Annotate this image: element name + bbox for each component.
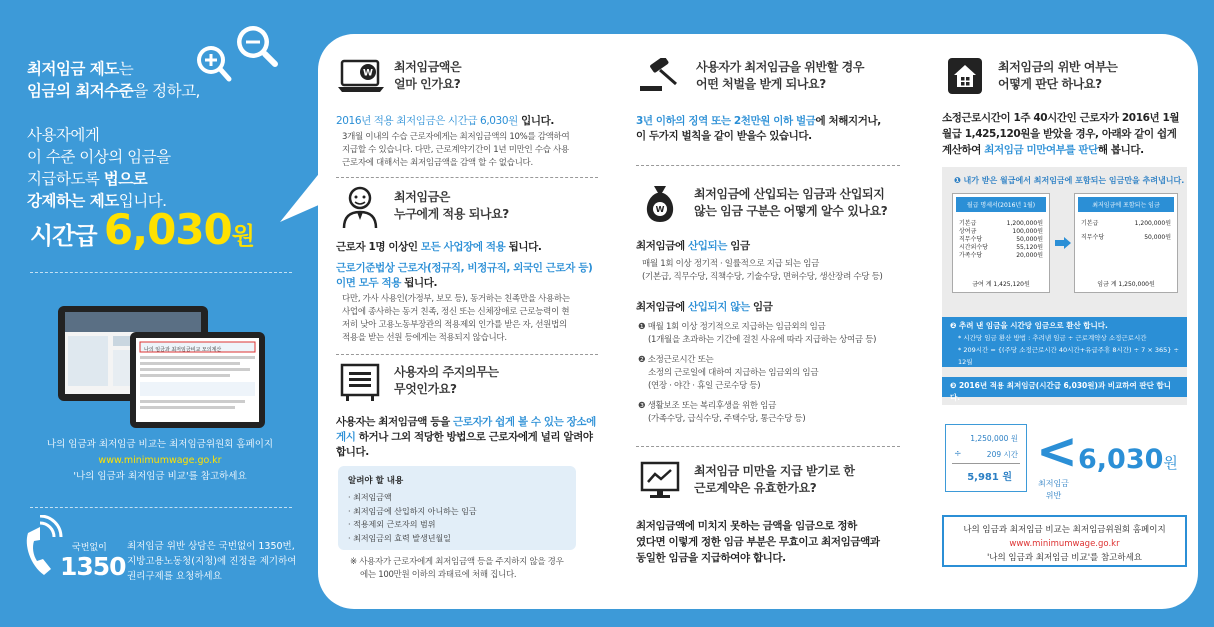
section-penalty: 사용자가 최저임금을 위반할 경우 어떤 처벌을 받게 되나요? bbox=[640, 58, 864, 94]
intro-text: 최저임금 제도는 임금의 최저수준을 정하고, 사용자에게 이 수준 이상의 임금을 지급하도록 법으로 강제하는 제도입니다. bbox=[27, 60, 200, 210]
list-item: · 최저임금액 bbox=[348, 493, 392, 502]
minimum-wage-value: 6,030원 bbox=[1078, 444, 1178, 475]
laptop-won-icon bbox=[338, 58, 384, 94]
money-bag-icon bbox=[640, 182, 680, 224]
notice-items-box: 알려야 할 내용 · 최저임금액 · 최저임금에 산입하지 아니하는 임금 · 적용제외 근로자의 범위 · 최저임금의 효력 발생년월일 bbox=[338, 466, 576, 550]
list-item: · 최저임금에 산입하지 아니하는 임금 bbox=[348, 506, 477, 516]
less-than-sign: < bbox=[1036, 422, 1078, 480]
list-item: · 최저임금의 효력 발생년월일 bbox=[348, 533, 451, 543]
gavel-icon bbox=[640, 58, 682, 94]
payslip-sheet: 월급 명세서(2016년 1월) 기본급 1,200,000원 상여금 100,000원 직무수당 50,000원 시간외수당 55,120원 가족수당 20,000원 금여 계 1,425,120원 bbox=[952, 193, 1050, 293]
s2-lead: 근로자 1명 이상인 모든 사업장에 적용 됩니다. bbox=[336, 241, 542, 253]
s3-lead: 사용자는 최저임금액 등을 근로자가 쉽게 볼 수 있는 장소에 게시 하거나 그외 적당한 방법으로 근로자에게 널리 알려야 합니다. bbox=[336, 416, 596, 458]
list-item: · 적용제외 근로자의 범위 bbox=[348, 520, 436, 529]
house-icon bbox=[946, 56, 984, 96]
hotline-number[interactable]: 1350 bbox=[60, 552, 126, 581]
person-icon bbox=[340, 184, 380, 228]
calculation-panel bbox=[942, 167, 1187, 405]
arrow-right-icon bbox=[1055, 237, 1071, 249]
homepage-note-box: 나의 임금과 최저임금 비교는 최저임금위원회 홈페이지 www.minimumwage.go.kr '나의 임금과 최저임금 비교'를 참고하세요 bbox=[942, 515, 1187, 567]
divider bbox=[30, 507, 292, 508]
divider bbox=[336, 177, 598, 178]
section-judgement: 최저임금의 위반 여부는 어떻게 판단 하나요? bbox=[946, 56, 1117, 96]
report-text: 최저임금 위반 상담은 국번없이 1350번, 지방고용노동청(지청)에 진정을 제기하여 권리구제를 요청하세요 bbox=[127, 541, 297, 582]
step-1: ❶ 내가 받은 월급에서 최저임금에 포함되는 임금만을 추려냅니다. bbox=[954, 176, 1185, 185]
excluded-list: ❶ 매월 1회 이상 정기적으로 지급하는 임금외의 임금 (1개월을 초과하는 기간에 걸친 사유에 따라 지급하는 상여금 등) ❷ 소정근로시간 또는 소정의 근로일에 대하여 지급하는 임금외의 임금 (연장 · 야간 · 휴일 근로수당 등) ❸ 생활보조 또는 복리후생을 위한 임금 (가족수당, 급식수당, 주택수당, 통근수당 등) bbox=[638, 322, 877, 424]
section-who: 최저임금은 누구에게 적용 되나요? bbox=[340, 184, 509, 228]
info-card bbox=[318, 34, 1198, 609]
notice-board-icon bbox=[340, 361, 380, 401]
divider bbox=[636, 446, 900, 447]
svg-text:W: W bbox=[363, 68, 373, 79]
svg-text:W: W bbox=[655, 205, 665, 214]
homepage-note: 나의 임금과 최저임금 비교는 최저임금위원회 홈페이지 www.minimumwage.go.kr '나의 임금과 최저임금 비교'를 참고하세요 bbox=[20, 437, 300, 485]
s2-body: 다만, 가사 사용인(가정부, 보모 등), 동거하는 친족만을 사용하는 사업에 종사하는 동거 친족, 정신 또는 신체장애로 근로능력이 현 저히 낮아 고용노동부장관의 적용제외 인가를 받은 자, 선원법의 적용을 받는 선원 등에게는 적용되지 않습니다. bbox=[342, 294, 570, 343]
divider bbox=[336, 354, 598, 355]
section-included-wage: W 최저임금에 산입되는 임금과 산입되지 않는 임금 구분은 어떻게 알수 있나요? bbox=[640, 182, 887, 224]
violation-label: 최저임금 위반 bbox=[1038, 479, 1069, 500]
section-contract-validity: 최저임금 미만을 지급 받기로 한 근로계약은 유효한가요? bbox=[640, 460, 855, 500]
divider bbox=[30, 272, 292, 273]
divider bbox=[636, 165, 900, 166]
s1-lead: 3년 이하의 징역 또는 2천만원 이하 벌금에 처해지거나, 이 두가지 벌칙을 같이 받을수 있습니다. bbox=[636, 115, 881, 142]
homepage-link[interactable]: www.minimumwage.go.kr bbox=[1009, 539, 1120, 549]
included-body: 매월 1회 이상 정기적 · 일률적으로 지급 되는 임금 (기본급, 직무수당, 직책수당, 기술수당, 면허수당, 생산장려 수당 등) bbox=[642, 259, 883, 282]
step-2: ❷ 추려 낸 임금을 시간당 임금으로 환산 합니다. * 시간당 임금 환산 방법 : 추려낸 임금 ÷ 근로계약상 소정근로시간 * 209시간 = {(주당 소정근로시간 40시간+유급주휴 8시간) ÷ 7 × 365} ÷ 12월 bbox=[942, 317, 1187, 367]
s1-lead: 2016년 적용 최저임금은 시간급 6,030원 입니다. bbox=[336, 115, 554, 127]
calc-result-box: 1,250,000 원 ÷ 209 시간 5,981 원 bbox=[945, 424, 1027, 492]
chart-board-icon bbox=[640, 460, 680, 500]
toll-free-label: 국번없이 bbox=[72, 543, 107, 553]
hourly-wage-headline: 시간급 6,030원 bbox=[30, 205, 254, 254]
included-wage-sheet: 최저임금에 포함되는 임금 기본급 1,200,000원 직무수당 50,000원 임금 계 1,250,000원 bbox=[1074, 193, 1178, 293]
section-notice-duty: 사용자의 주지의무는 무엇인가요? bbox=[340, 361, 499, 401]
footnote: ※ 사용자가 근로자에게 최저임금액 등을 주지하지 않을 경우 에는 100만원 이하의 과태료에 처해 집니다. bbox=[350, 557, 564, 580]
left-panel bbox=[0, 0, 320, 627]
tablet-screen-title: 나의 임금과 최저임금비교 모의계산 bbox=[144, 347, 222, 353]
tablet-illustration bbox=[58, 302, 278, 430]
included-heading: 최저임금에 산입되는 임금 bbox=[636, 240, 750, 252]
s1-body: 3개월 이내의 수습 근로자에게는 최저임금액의 10%를 감액하여 지급할 수 있습니다. 다만, 근로계약기간이 1년 미만인 수습 사용 근로자에 대해서는 최저임금액을 감액 할 수 없습니다. bbox=[342, 132, 570, 168]
section-how-much: W 최저임금액은 얼마 인가요? bbox=[338, 58, 461, 94]
step-3: ❸ 2016년 적용 최저임금(시간급 6,030원)과 비교하여 판단 합니다. bbox=[942, 377, 1187, 397]
s2-line2: 근로기준법상 근로자(정규직, 비정규직, 외국인 근로자 등) 이면 모두 적용 됩니다. bbox=[336, 262, 593, 289]
s3-body: 최저임금액에 미치지 못하는 금액을 임금으로 정하 였다면 이렇게 정한 임금 부분은 무효이고 최저임금액과 동일한 임금을 지급하여야 합니다. bbox=[636, 520, 880, 564]
homepage-link[interactable]: www.minimumwage.go.kr bbox=[98, 455, 222, 466]
judgement-lead: 소정근로시간이 1주 40시간인 근로자가 2016년 1월 월급 1,425,120원을 받았을 경우, 아래와 같이 쉽게 계산하여 최저임금 미만여부를 판단해 봅니다. bbox=[942, 112, 1180, 156]
excluded-heading: 최저임금에 산입되지 않는 임금 bbox=[636, 301, 773, 313]
